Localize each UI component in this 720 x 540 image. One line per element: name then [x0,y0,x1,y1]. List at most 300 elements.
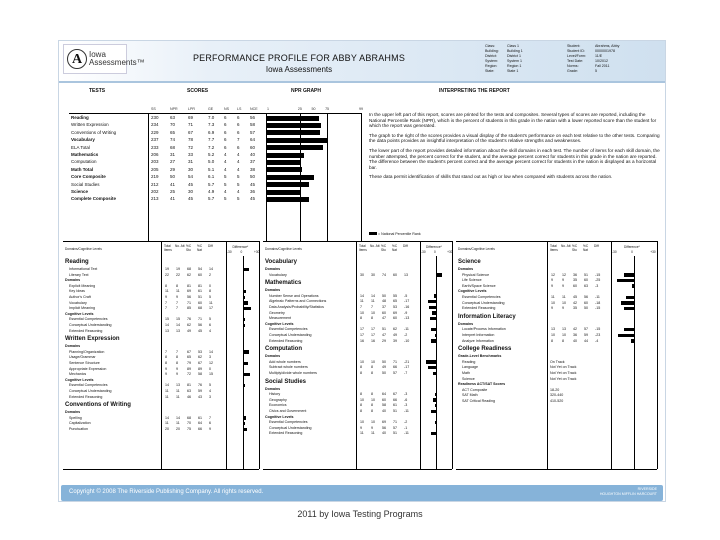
domain-value: 8 [371,392,373,397]
benchmark-label: SAT Math [462,393,478,398]
difference-bar [243,318,245,322]
domain-value: 11 [165,389,169,393]
difference-bar [431,432,436,436]
domain-label: Extended Reasoning [69,328,103,333]
domain-value: 45 [198,328,202,333]
score-value: 6.9 [208,129,215,135]
domain-value: 51 [393,431,397,436]
domain-value: 60 [573,283,577,288]
difference-bar [432,311,436,315]
riverside-logo: RIVERSIDE HOUGHTON MIFFLIN HARCOURT [599,487,657,496]
subject-heading: Science [458,259,481,265]
domain-value: 15 [209,372,213,377]
difference-bar [618,334,634,338]
domain-value: 7 [360,305,362,309]
column-divider [226,241,227,469]
diff-scale-label: -30 [227,249,232,254]
section-heading: Domains [265,267,281,271]
score-value: 4 [224,166,227,172]
score-value: 5.7 [208,196,215,202]
difference-bar [428,366,436,370]
column-header: No. Att [370,244,380,248]
npr-graph-heading: NPR GRAPH [291,88,322,94]
domain-value: -9 [404,310,408,315]
domain-label: Essential Competencies [269,327,308,332]
domain-label: Essential Competencies [69,317,108,322]
domain-value: 14 [209,267,213,271]
domain-label: Civics and Government [269,409,307,413]
section-heading: Domains [265,386,281,391]
column-header: %C Stu [381,244,387,252]
domain-value: 62 [187,272,191,277]
domain-value: 11 [176,394,180,399]
score-value: 4 [237,166,240,172]
score-value: 70 [170,122,176,128]
score-value: 219 [151,174,159,180]
difference-bar [243,428,247,432]
domain-value: 40 [382,409,386,413]
domain-label: History [269,392,281,397]
domain-value: 7 [176,349,178,354]
subject-heading: College Readiness [458,346,512,353]
domain-value: 60 [584,300,588,305]
benchmark-label: ACT Composite [462,387,488,392]
domain-value: 50 [382,371,386,375]
difference-bar [243,290,247,294]
difference-bar [626,296,634,300]
domain-value: 65 [393,299,397,304]
score-value: 45 [188,181,194,187]
score-value: 36 [250,189,256,194]
domain-value: 51 [393,409,397,413]
domain-label: Implicit Meaning [69,306,95,311]
domain-label: Planning/Organization [69,349,105,354]
score-value: 212 [151,181,159,187]
domain-label: Extended Reasoning [269,338,303,343]
column-divider [161,241,162,469]
score-value: 7.0 [208,115,215,120]
difference-bar [428,300,436,304]
benchmark-value: Not Yet on Track [550,371,577,375]
domain-value: 10 [360,359,364,364]
domain-value: 71 [393,420,397,425]
difference-bar [243,301,248,305]
domain-value: -17 [404,299,410,304]
score-value: 71 [188,122,194,128]
tests-heading: TESTS [89,88,106,94]
domain-value: 19 [176,267,180,271]
domain-value: 9 [551,306,553,311]
difference-bar [436,273,442,277]
npr-bar [266,197,309,202]
domain-value: 8 [371,371,373,375]
difference-bar [243,362,249,366]
score-value: 234 [151,122,159,128]
domain-value: 11 [176,389,180,393]
domain-value: 30 [371,272,375,277]
diff-scale-label: +30 [253,249,260,254]
diff-scale-label: +30 [650,249,656,254]
score-value: 58 [250,122,256,128]
info-label: Building: [485,49,499,53]
domain-value: 8 [360,403,362,408]
domain-value: 9 [176,372,178,377]
info-label: Level/Form: [567,54,586,58]
domain-value: 13 [551,327,555,332]
domain-value: 66 [198,427,202,431]
domain-value: 14 [360,293,364,298]
benchmark-value: Not Yet on Track [550,376,577,381]
npr-bar [266,190,300,195]
score-value: 33 [188,152,194,157]
domain-value: 10 [371,420,375,425]
domain-value: 15 [176,317,180,322]
info-value: District 1 [507,54,521,58]
domain-value: 7 [371,305,373,309]
score-value: 41 [170,196,176,202]
benchmark-value: 320-440 [550,393,564,398]
interpretation-paragraph: The lower part of the report provides detailed information about the skill domains in each test. The number of items for each skill domain, the number attempted, the percent correct for the student, and the average percent correct for students in this grade in the nation are reported. The difference between the student's percent correct and the average percent correct for students in the nation is displayed as a horizontal bar. [369,147,660,170]
domain-value: 2 [209,272,211,277]
domain-label: Measurement [269,316,291,321]
npr-bar [266,153,304,158]
column-header: Total Items [359,244,367,252]
domain-value: 8 [165,283,167,288]
test-name: Written Expression [71,122,109,128]
section-heading: Cognitive Levels [65,377,94,382]
domain-value: 12 [551,272,555,277]
domain-value: 61 [198,289,202,294]
domain-value: 47 [382,333,386,337]
score-value: 6 [237,129,240,135]
domain-value: 56 [187,295,191,299]
score-value: 205 [151,166,159,172]
iowa-assessments-logo: A Iowa Assessments™ [63,44,127,74]
domain-value: 53 [198,349,202,354]
info-value: 10/2012 [595,59,608,63]
domain-value: 10 [360,397,364,402]
domain-label: Conceptual Understanding [462,300,505,305]
score-value: 72 [188,144,194,150]
domain-value: 60 [584,278,588,283]
domain-value: 60 [393,316,397,321]
report-subtitle: Iowa Assessments [265,65,333,74]
domain-value: 42 [573,327,577,332]
footer-bar [61,485,663,501]
score-value: 69 [188,115,194,120]
domain-value: 16 [360,338,364,343]
difference-bar [624,307,635,311]
score-value: 203 [151,159,159,165]
domain-value: -11 [404,431,409,436]
domain-value: 19 [165,267,169,271]
domain-value: 9 [165,295,167,299]
panel-bottom-border [63,469,259,470]
npr-bar [266,182,309,187]
domain-value: 16 [371,338,375,343]
domain-value: 89 [187,366,191,371]
domain-value: 8 [360,316,362,321]
domain-value: 10 [371,310,375,315]
difference-bar [243,416,246,420]
domain-value: 22 [176,272,180,277]
domain-value: 50 [584,306,588,311]
score-value: 40 [250,152,256,157]
domain-value: 13 [165,328,169,333]
domain-value: 62 [187,323,191,327]
subject-heading: Social Studies [265,378,307,385]
domain-value: -23 [595,333,601,337]
score-value: 68 [170,144,176,150]
domain-value: 20 [165,427,169,431]
domain-value: 7 [176,306,178,311]
domain-label: Essential Competencies [462,295,501,299]
score-value: 6 [224,144,227,150]
domain-value: 60 [382,310,386,315]
diff-scale-label: -30 [612,249,617,254]
domain-value: 5 [209,295,211,299]
zero-line [634,256,635,469]
domain-value: 6 [209,323,211,327]
test-name: Computation [71,159,97,165]
domain-value: 9 [360,425,362,430]
interpretation-paragraph: The graph to the right of the scores provides a visual display of the student's performance on each test relative to the other tests. Comparing the data points provides an insightful interpretation of the student's relative strengths and weaknesses. [369,132,660,144]
benchmark-label: Reading [462,359,476,364]
domain-value: 14 [209,349,213,354]
domain-value: 67 [187,349,191,354]
domain-value: 40 [573,338,577,343]
difference-bar [243,356,244,360]
npr-bar [266,130,320,135]
domain-label: Multiply/divide whole numbers [269,371,317,375]
score-value: 27 [170,159,176,165]
domain-value: 49 [187,328,191,333]
column-header: %C Nat [392,244,398,252]
scores-heading: SCORES [187,88,209,94]
domain-value: 29 [382,338,386,343]
score-value: 7 [237,137,240,143]
domain-value: -2 [404,420,408,425]
domain-value: 9 [551,283,553,288]
score-value: 5.1 [208,166,215,172]
domain-value: -15 [595,272,601,277]
benchmark-value: 410-520 [550,399,564,403]
test-name: Conventions of Writing [71,129,117,135]
score-value: 4.9 [208,189,215,194]
score-value: 6 [237,144,240,150]
subject-heading: Mathematics [265,280,302,287]
domain-value: 11 [176,421,180,426]
domain-value: 8 [371,365,373,370]
report-title: PERFORMANCE PROFILE FOR ABBY ABRAHMS [192,53,406,63]
domain-value: 57 [393,371,397,375]
domain-value: -10 [404,338,410,343]
domain-value: 89 [198,366,202,371]
domain-value: 35 [573,306,577,311]
difference-bar [243,329,245,333]
domain-value: 13 [404,272,408,277]
difference-bar [631,339,634,343]
domain-value: 5 [209,317,211,322]
domain-value: 13 [562,327,566,332]
difference-bar [435,393,436,397]
score-value: 31 [188,159,194,165]
divider [148,113,149,241]
domain-value: 39 [393,338,397,343]
column-divider [259,241,260,469]
score-column-header: LS [237,107,242,111]
difference-bar [435,404,436,408]
info-label: Student ID: [567,49,585,53]
score-value: 202 [151,189,159,194]
domain-value: 65 [187,355,191,360]
score-value: 31 [170,152,176,157]
domain-value: 14 [176,323,180,327]
domain-label: Vocabulary [269,272,287,277]
column-divider [356,241,357,469]
info-value: 5 [595,69,597,73]
column-header: Total Items [550,244,558,252]
domain-label: Extended Reasoning [269,431,303,436]
domain-label: Capitalization [69,421,91,426]
info-label: System: [485,59,498,63]
score-value: 50 [250,174,256,180]
interpretation-paragraph: These data permit identification of skills that stand out as high or low when compared with students across the nation. [369,174,613,180]
performance-profile-report [58,40,666,502]
info-label: Grade: [567,69,578,73]
info-label: Student: [567,44,581,48]
domain-value: 66 [393,397,397,402]
section-heading: Grade-Level Benchmarks [458,354,502,359]
domain-value: 71 [187,300,191,305]
domain-label: Add whole numbers [269,359,301,364]
domain-value: 76 [198,383,202,388]
domain-value: 68 [187,415,191,420]
domain-value: 11 [360,299,364,304]
domain-value: 62 [198,355,202,360]
domain-label: Conceptual Understanding [269,333,312,337]
domain-value: 85 [187,306,191,311]
domain-value: 14 [176,415,180,420]
column-header: %C Nat [197,244,203,252]
domain-label: Conceptual Understanding [269,425,312,430]
domain-value: 14 [165,415,169,420]
domain-value: 8 [209,289,211,294]
domain-label: Vocabulary [69,300,87,305]
score-value: 206 [151,152,159,157]
domain-value: 81 [187,383,191,388]
domain-label: Life Science [462,278,482,283]
domain-value: 72 [187,372,191,377]
score-column-header: NCE [250,107,258,111]
test-name: Complete Composite [71,196,117,202]
graph-tick-label: 25 [297,107,302,111]
domain-value: 54 [198,267,202,271]
difference-bar [431,339,436,343]
domain-value: -11 [404,409,409,413]
score-value: 38 [250,166,256,172]
domain-value: 49 [382,365,386,370]
score-value: 7.7 [208,137,215,143]
domain-value: 13 [176,383,180,388]
score-value: 56 [250,115,256,120]
domain-value: 49 [393,333,397,337]
subject-heading: Vocabulary [265,259,297,265]
domain-value: 10 [371,397,375,402]
score-value: 45 [250,181,256,187]
score-value: 237 [151,137,159,143]
domain-value: 11 [209,300,213,305]
domain-label: Economics [269,403,287,408]
domain-value: 0 [209,283,211,288]
npr-bar [266,167,302,172]
score-column-header: GE [208,107,214,111]
score-value: 5 [224,181,227,187]
domain-label: Mechanics [69,372,87,377]
section-heading: Readiness ACT/SAT Scores [458,382,506,387]
domain-label: Locate/Process Information [462,327,506,332]
domain-value: 44 [584,338,588,343]
domain-value: -3 [404,403,408,408]
npr-bar [266,160,301,165]
domain-value: 7 [165,300,167,305]
difference-bar [243,350,250,354]
score-value: 78 [188,137,194,143]
domain-value: 8 [360,371,362,375]
section-heading: Cognitive Levels [265,321,294,326]
domain-value: 55 [393,293,397,298]
benchmark-value: Not Yet on Track [550,365,577,370]
interpretation-text [369,112,661,184]
domain-value: -3 [595,283,599,288]
domain-label: Interpret Information [462,333,495,337]
score-column-header: NS [224,107,229,111]
domain-value: 79 [187,361,191,365]
domain-value: -15 [595,327,601,332]
info-label: District: [485,54,497,58]
domain-value: -16 [404,305,410,309]
graph-tick-label: 50 [311,107,316,111]
section-heading: Domains [265,354,281,359]
domain-value: 8 [371,409,373,413]
domain-value: 68 [198,306,202,311]
graph-border [361,113,362,241]
info-value: Fall 2011 [595,64,610,68]
domain-value: 3 [209,355,211,360]
domain-value: 17 [371,333,375,337]
graph-tick-label: 99 [359,107,363,111]
domain-value: 63 [584,283,588,288]
info-label: Region: [485,64,498,68]
score-value: 45 [188,196,194,202]
interpreting-heading: INTERPRETING THE REPORT [439,88,510,94]
npr-bar [266,123,321,128]
domain-label: Spelling [69,415,82,420]
domain-value: 76 [187,317,191,322]
domain-value: 46 [187,394,191,399]
section-heading: Cognitive Levels [265,414,294,419]
info-value: Class 1 [507,44,519,48]
difference-bar [624,273,635,277]
panel-top-border [456,241,657,242]
difference-bar [430,317,436,321]
subject-heading: Information Literacy [458,313,516,320]
info-label: Test Date: [567,59,584,63]
domain-value: 10 [371,359,375,364]
panel-top-border [263,241,452,242]
difference-bar [243,307,251,311]
test-name: Reading [71,115,89,120]
